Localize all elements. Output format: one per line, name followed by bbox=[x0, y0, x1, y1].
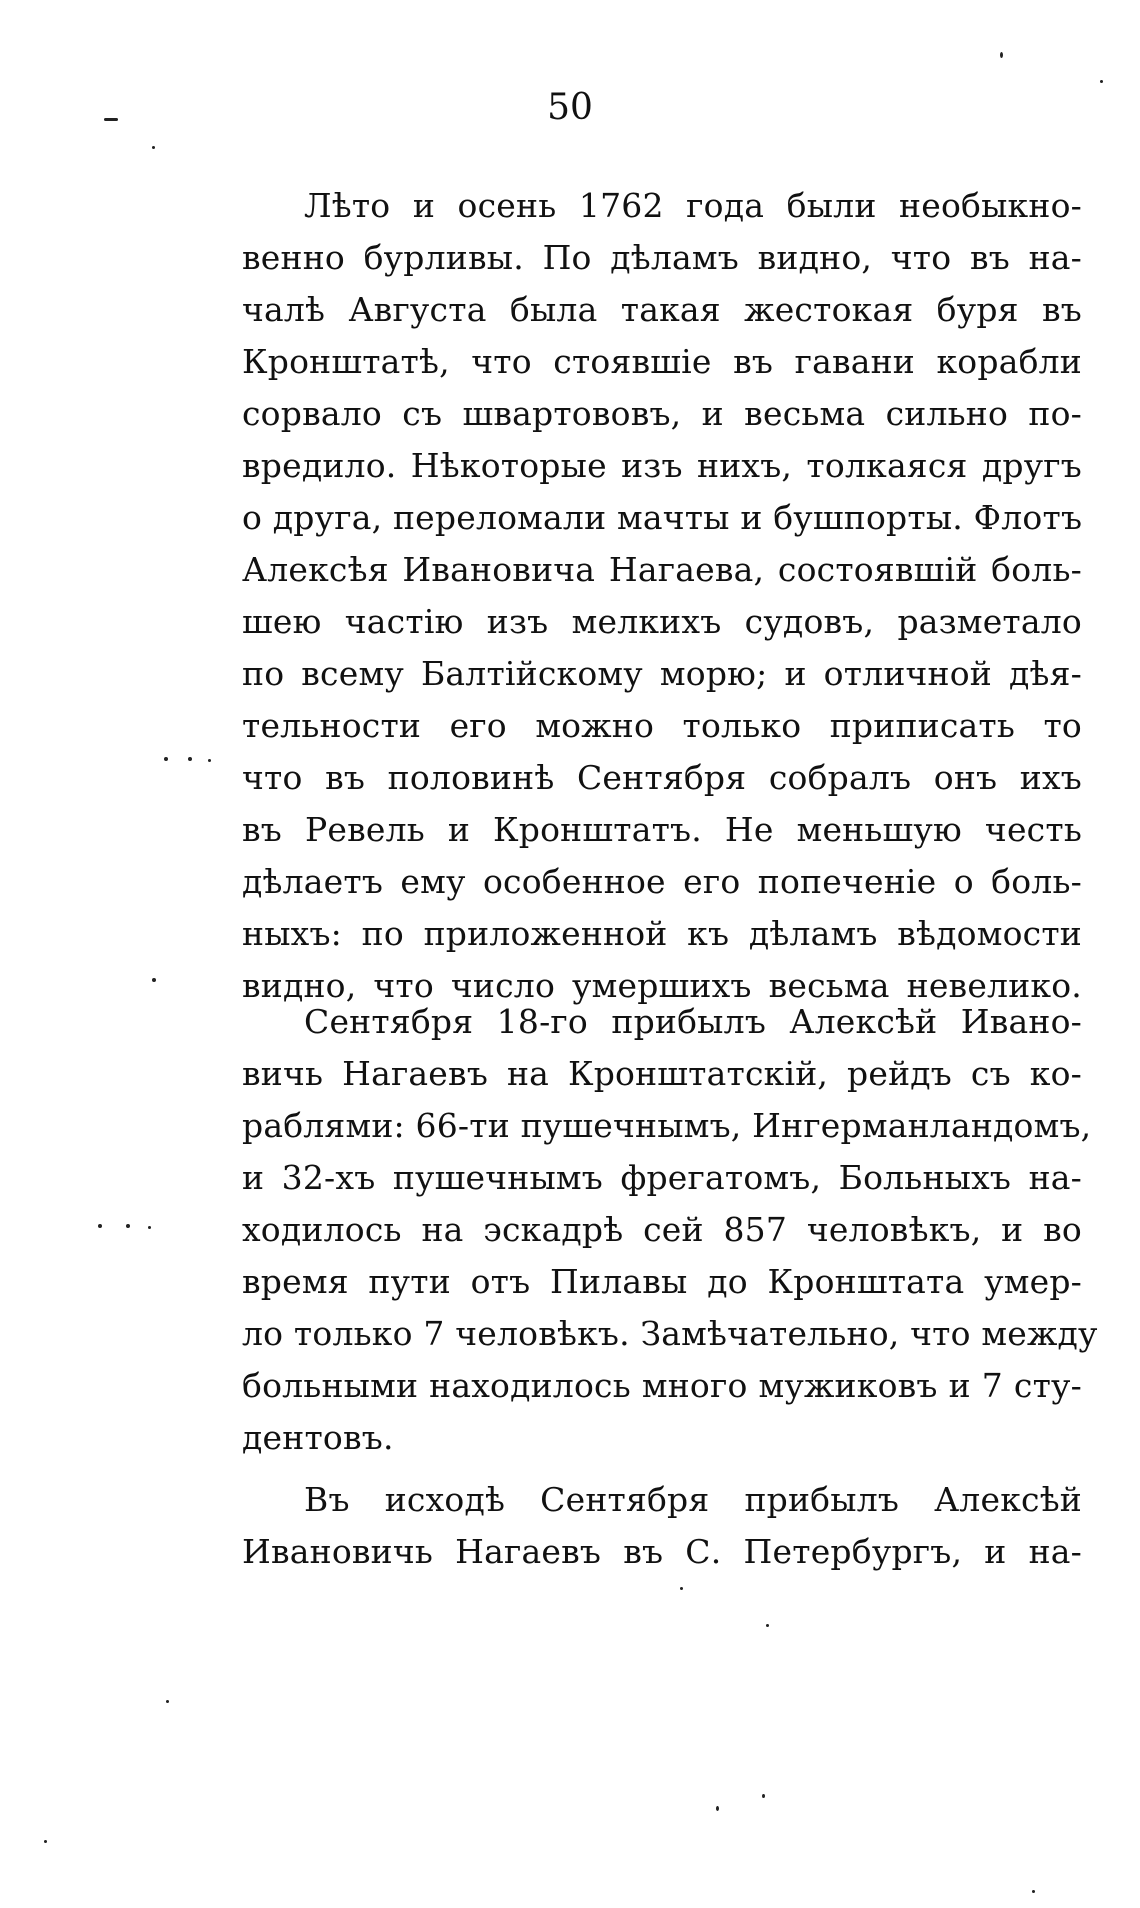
scan-speck bbox=[152, 978, 156, 982]
scan-speck bbox=[762, 1794, 765, 1798]
text-line: по всему Балтійскому морю; и отличной дѣя- bbox=[242, 654, 1082, 693]
scan-speck bbox=[126, 1224, 130, 1228]
scan-speck bbox=[104, 118, 118, 121]
text-line: о друга, переломали мачты и бушпорты. Флотъ bbox=[242, 498, 1083, 537]
text-line: ходилось на эскадрѣ сей 857 человѣкъ, и во bbox=[242, 1210, 1082, 1249]
text-line: видно, что число умершихъ весьма невелико. bbox=[242, 966, 1082, 1005]
text-line: вичь Нагаевъ на Кронштатскій, рейдъ съ ко- bbox=[242, 1054, 1082, 1093]
paragraph-2 bbox=[242, 996, 1098, 1464]
scan-speck bbox=[148, 1226, 151, 1229]
paragraph-3 bbox=[242, 1474, 1082, 1578]
scan-speck bbox=[208, 759, 211, 762]
scan-speck bbox=[716, 1806, 719, 1811]
text-line: и 32-хъ пушечнымъ фрегатомъ, Больныхъ на- bbox=[242, 1158, 1082, 1197]
text-line: Въ исходѣ Сентября прибылъ Алексѣй bbox=[304, 1480, 1082, 1519]
text-line: дѣлаетъ ему особенное его попеченіе о боль- bbox=[242, 862, 1082, 901]
text-line: Сентября 18-го прибылъ Алексѣй Ивано- bbox=[304, 1002, 1082, 1041]
text-line: раблями: 66-ти пушечнымъ, Ингерманландомъ, bbox=[242, 1106, 1092, 1145]
scan-speck bbox=[152, 146, 155, 149]
scan-speck bbox=[164, 757, 168, 761]
text-line: сорвало съ швартововъ, и весьма сильно по- bbox=[242, 394, 1082, 433]
text-line: ныхъ: по приложенной къ дѣламъ вѣдомости bbox=[242, 914, 1082, 953]
text-line: шею частію изъ мелкихъ судовъ, разметало bbox=[242, 602, 1082, 641]
text-line: тельности его можно только приписать то bbox=[242, 706, 1082, 745]
text-line: дентовъ. bbox=[242, 1418, 394, 1457]
scan-speck bbox=[1000, 52, 1003, 58]
scan-speck bbox=[166, 1700, 169, 1703]
scan-speck bbox=[188, 757, 192, 761]
text-line: Кронштатѣ, что стоявшіе въ гавани корабли bbox=[242, 342, 1082, 381]
scan-speck bbox=[766, 1624, 769, 1627]
text-line: Ивановичь Нагаевъ въ С. Петербургъ, и на- bbox=[242, 1532, 1082, 1571]
scan-speck bbox=[98, 1224, 102, 1228]
scan-speck bbox=[1100, 80, 1103, 83]
scan-speck bbox=[1032, 1890, 1035, 1893]
text-line: вредило. Нѣкоторые изъ нихъ, толкаяся другъ bbox=[242, 446, 1082, 485]
text-line: въ Ревель и Кронштатъ. Не меньшую честь bbox=[242, 810, 1082, 849]
text-line: венно бурливы. По дѣламъ видно, что въ на- bbox=[242, 238, 1082, 277]
text-line: чалѣ Августа была такая жестокая буря въ bbox=[242, 290, 1082, 329]
text-line: больными находилось много мужиковъ и 7 сту- bbox=[242, 1366, 1082, 1405]
text-line: Лѣто и осень 1762 года были необыкно- bbox=[304, 186, 1082, 225]
scan-speck bbox=[44, 1840, 47, 1843]
text-line: ло только 7 человѣкъ. Замѣчательно, что между bbox=[242, 1314, 1098, 1353]
paragraph-1 bbox=[242, 180, 1082, 1012]
text-line: время пути отъ Пилавы до Кронштата умер- bbox=[242, 1262, 1082, 1301]
text-line: Алексѣя Ивановича Нагаева, состоявшій боль- bbox=[242, 550, 1082, 589]
scan-speck bbox=[680, 1587, 683, 1590]
page-number: 50 bbox=[547, 87, 593, 128]
text-line: что въ половинѣ Сентября собралъ онъ ихъ bbox=[242, 758, 1082, 797]
